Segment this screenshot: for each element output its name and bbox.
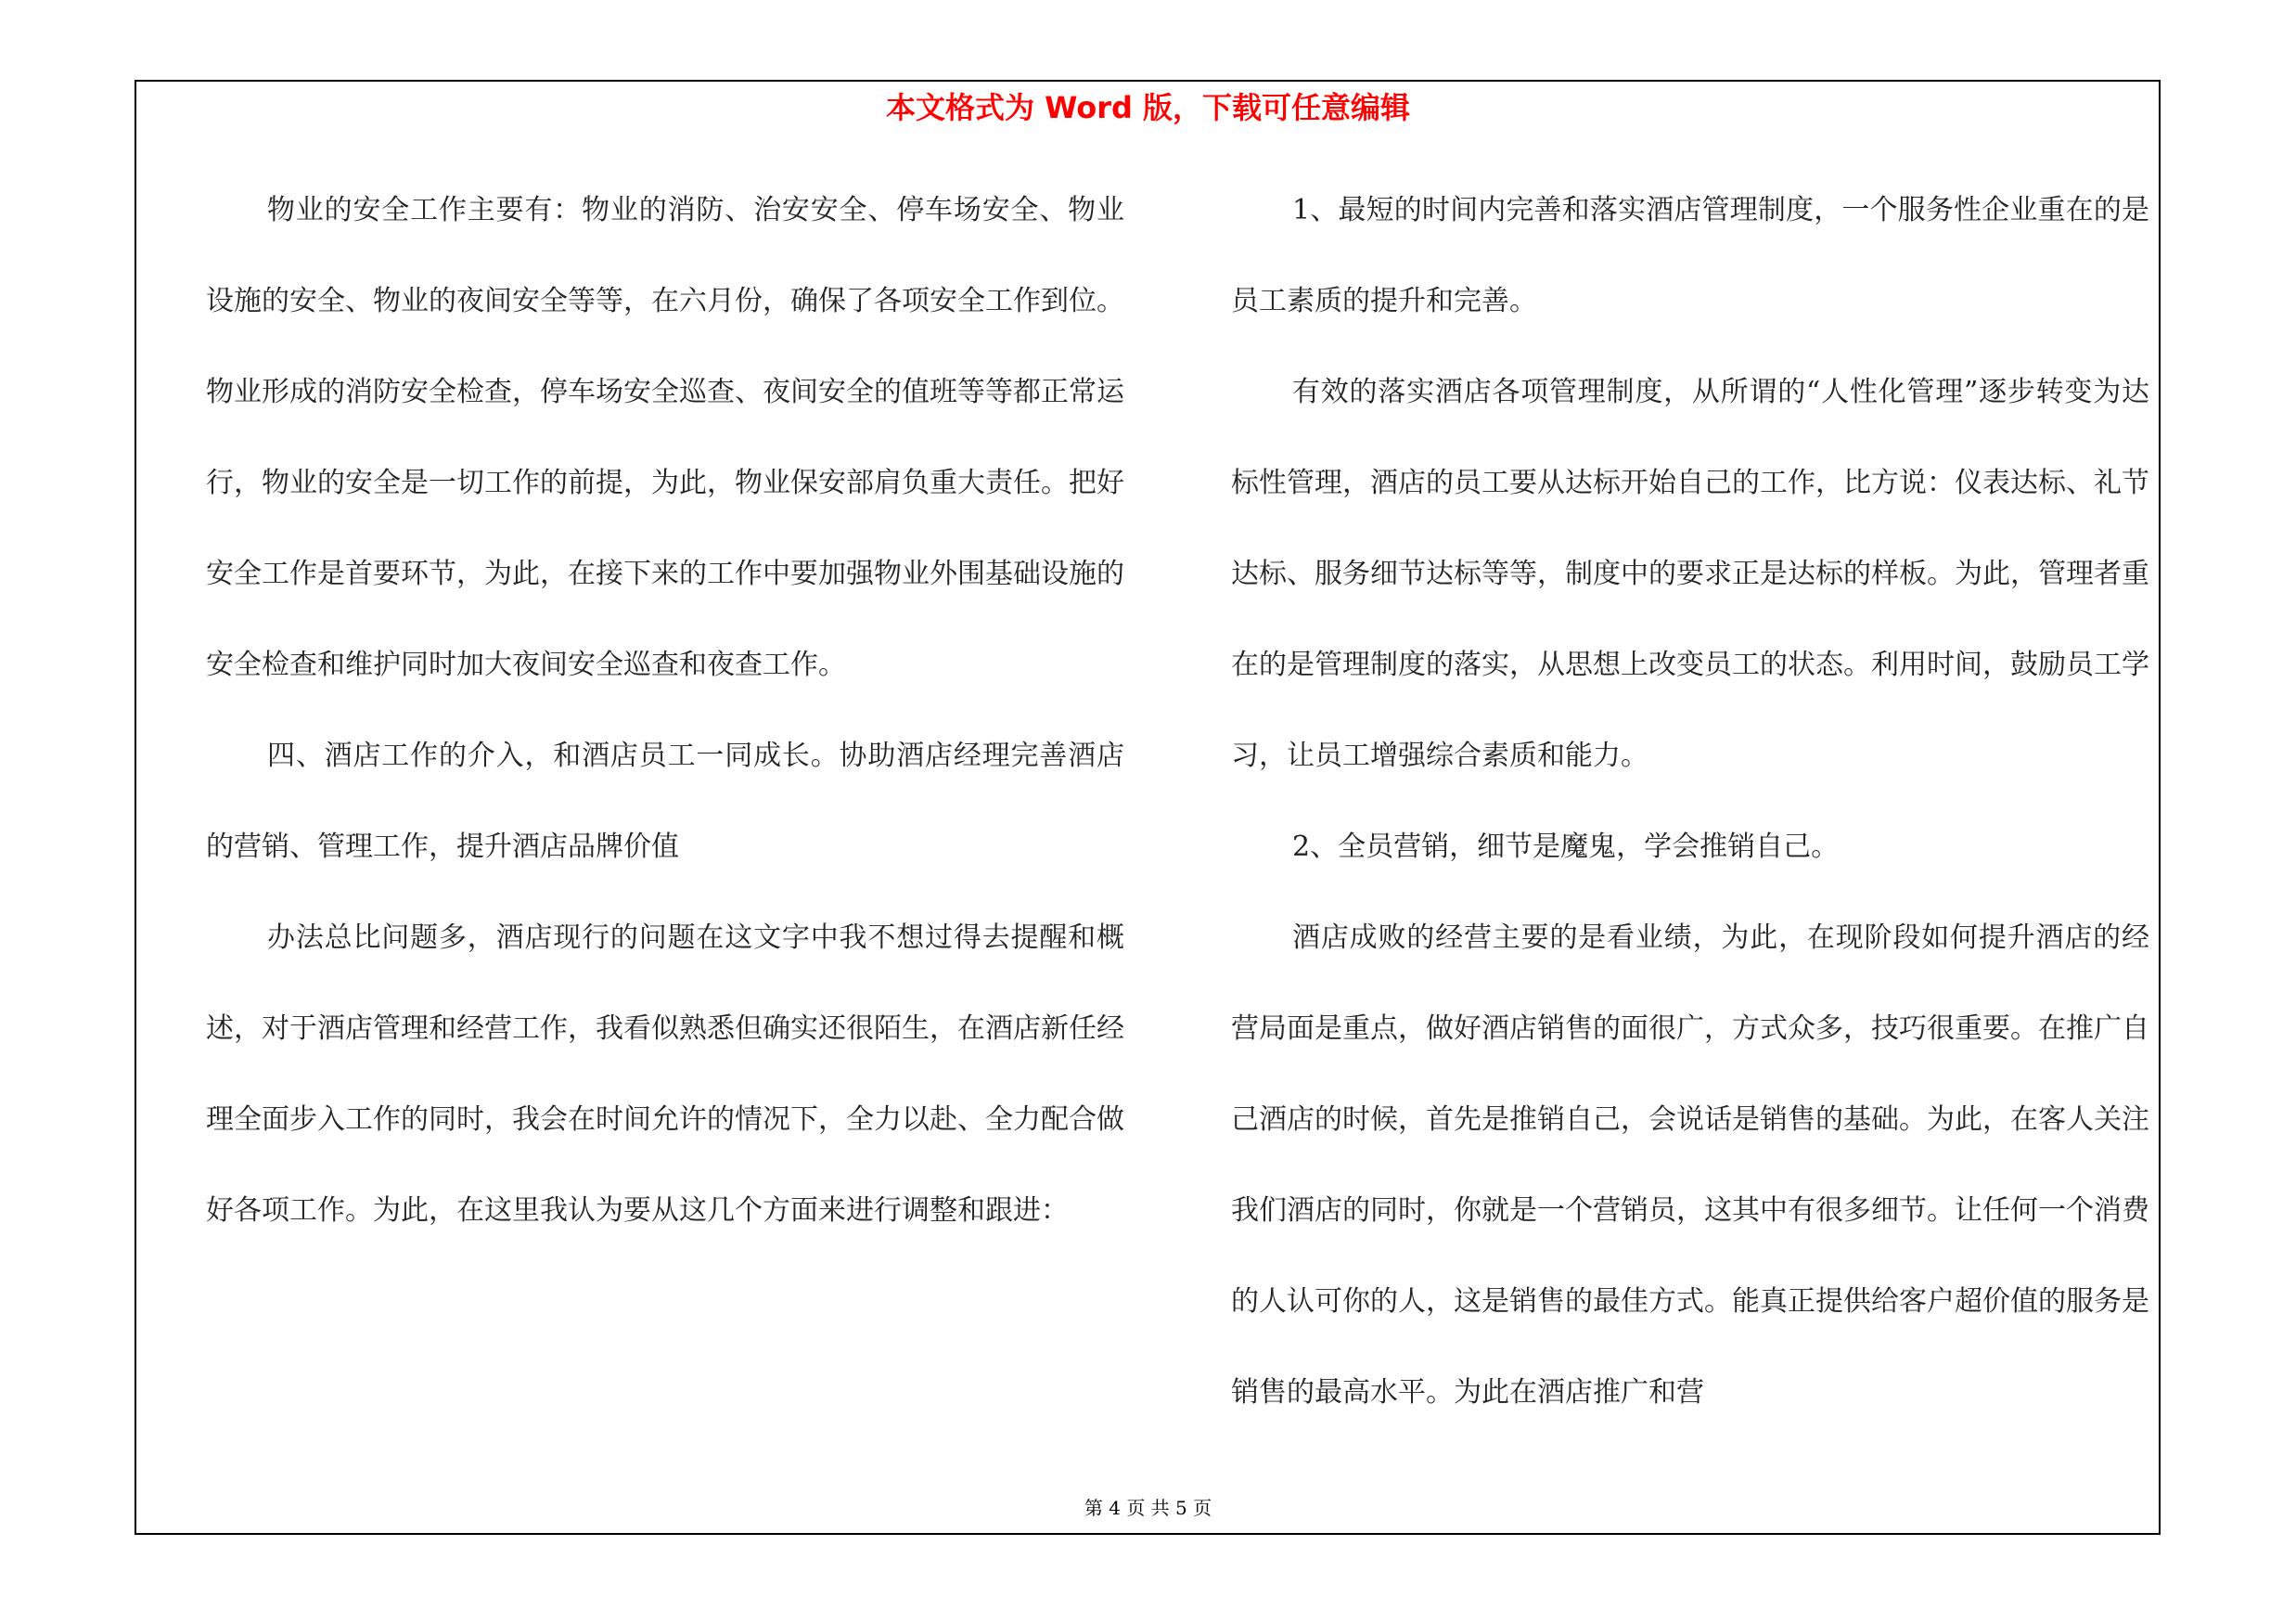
paragraph-management: 有效的落实酒店各项管理制度，从所谓的“人性化管理”逐步转变为达标性管理，酒店的员工要从达标开始自己的工作，比方说：仪表达标、礼节达标、服务细节达标等等，制度中的要求正是达标的样板。为此，管理者重在的是管理制度的落实，从思想上改变员工的状态。利用时间，鼓励员工学习，让员工增强综合素质和能力。	[1231, 376, 2149, 772]
format-banner: 本文格式为 Word 版，下载可任意编辑	[885, 90, 1411, 125]
paragraph-security: 物业的安全工作主要有：物业的消防、治安安全、停车场安全、物业设施的安全、物业的夜间安全等等，在六月份，确保了各项安全工作到位。物业形成的消防安全检查，停车场安全巡查、夜间安全的值班等等都正常运行，物业的安全是一切工作的前提，为此，物业保安部肩负重大责任。把好安全工作是首要环节，为此，在接下来的工作中要加强物业外围基础设施的安全检查和维护同时加大夜间安全巡查和夜查工作。	[206, 194, 1124, 681]
paragraph-marketing: 酒店成败的经营主要的是看业绩，为此，在现阶段如何提升酒店的经营局面是重点，做好酒店销售的面很广，方式众多，技巧很重要。在推广自己酒店的时候，首先是推销自己，会说话是销售的基础。为此，在客人关注我们酒店的同时，你就是一个营销员，这其中有很多细节。让任何一个消费的人认可你的人，这是销售的最佳方式。能真正提供给客户超价值的服务是销售的最高水平。为此在酒店推广和营	[1231, 921, 2149, 1409]
paragraph-item-one: 1、最短的时间内完善和落实酒店管理制度，一个服务性企业重在的是员工素质的提升和完善。	[1231, 194, 2149, 317]
page-number: 第 4 页 共 5 页	[1084, 1497, 1212, 1519]
paragraph-item-two: 2、全员营销，细节是魔鬼，学会推销自己。	[1292, 831, 1840, 863]
paragraph-approach: 办法总比问题多，酒店现行的问题在这文字中我不想过得去提醒和概述，对于酒店管理和经营工作，我看似熟悉但确实还很陌生，在酒店新任经理全面步入工作的同时，我会在时间允许的情况下，全力以赴、全力配合做好各项工作。为此，在这里我认为要从这几个方面来进行调整和跟进：	[206, 921, 1124, 1227]
left-column	[206, 165, 1124, 1256]
paragraph-section-four: 四、酒店工作的介入，和酒店员工一同成长。协助酒店经理完善酒店的营销、管理工作，提升酒店品牌价值	[206, 740, 1124, 863]
right-column	[1231, 165, 2149, 1438]
